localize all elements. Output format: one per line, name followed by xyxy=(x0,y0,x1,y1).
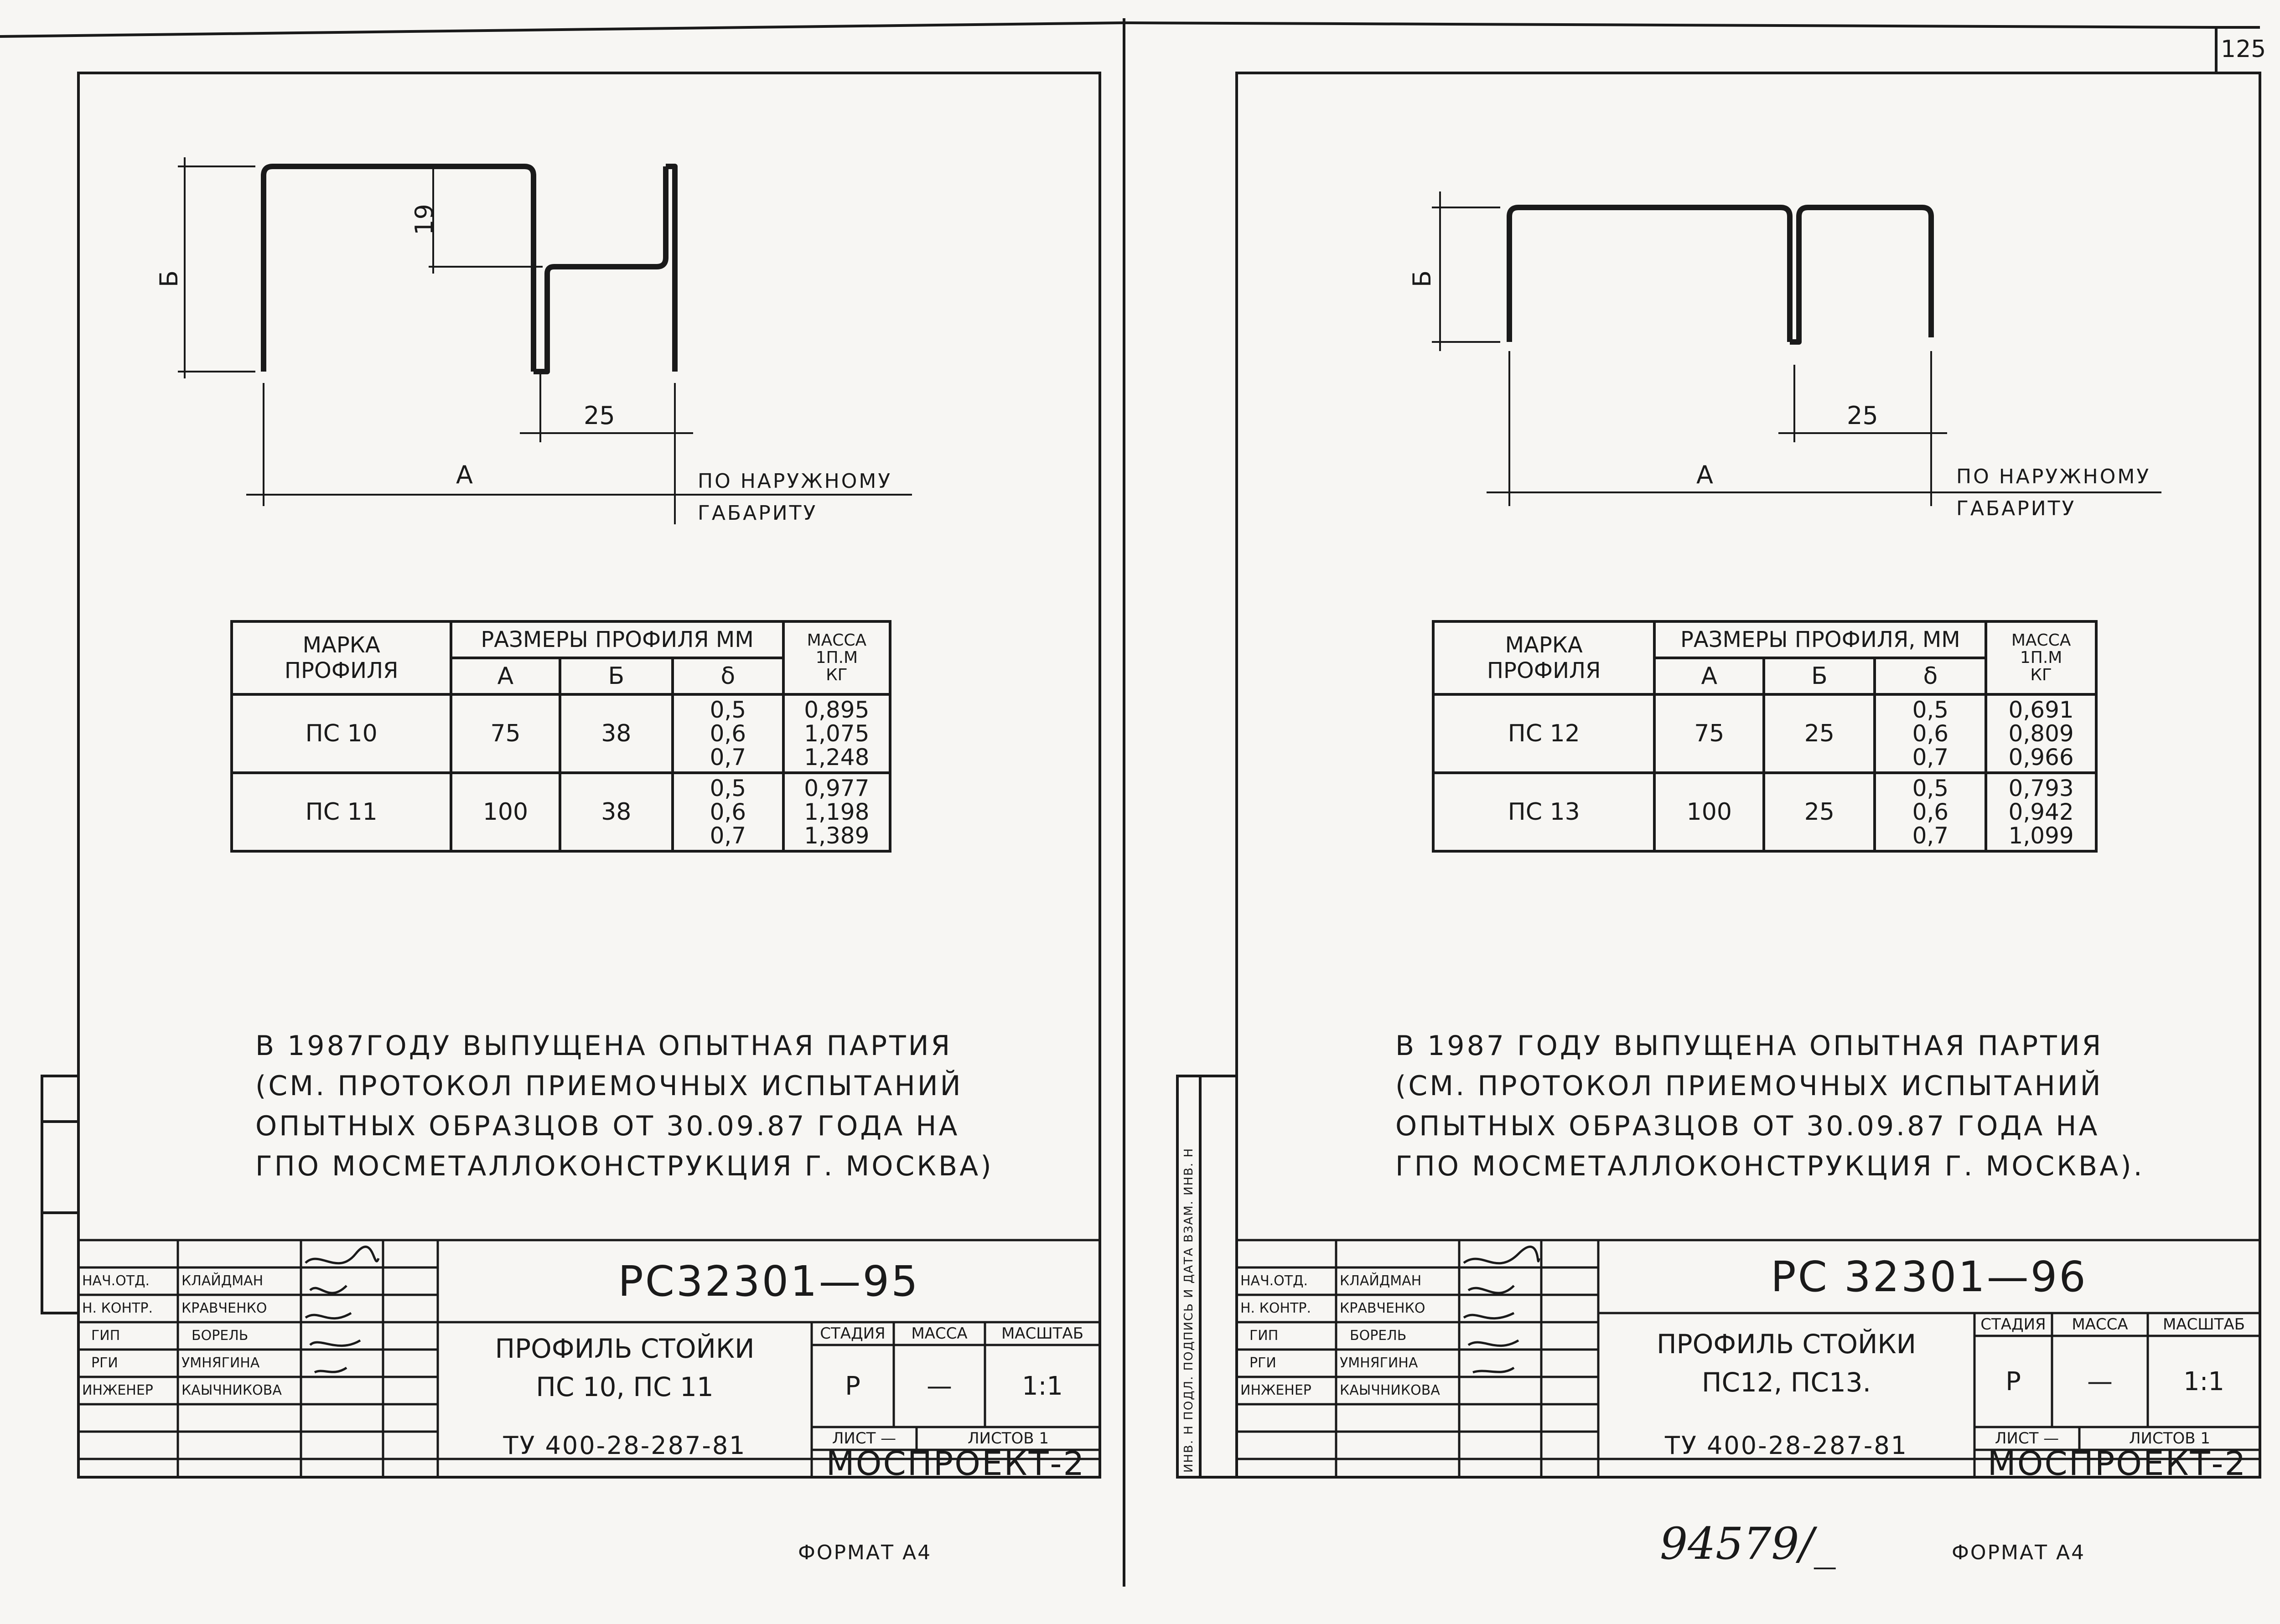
left-note-line-4: ГПО МОСМЕТАЛЛОКОНСТРУКЦИЯ Г. МОСКВА) xyxy=(255,1150,994,1182)
left-col-b: Б xyxy=(560,658,673,694)
left-role-5: ИНЖЕНЕР xyxy=(82,1382,153,1398)
right-role-5: ИНЖЕНЕР xyxy=(1240,1382,1311,1398)
right-row-2-mass xyxy=(1986,773,2096,851)
right-note-line-4: ГПО МОСМЕТАЛЛОКОНСТРУКЦИЯ Г. МОСКВА). xyxy=(1395,1150,2145,1182)
right-organization: МОСПРОЕКТ-2 xyxy=(1987,1444,2247,1483)
left-sheets: ЛИСТОВ 1 xyxy=(967,1429,1049,1448)
right-row-2-mass-1: 0,793 xyxy=(2008,775,2074,802)
left-mass-header: МАССА xyxy=(911,1324,968,1343)
left-dim-width: А xyxy=(456,460,473,489)
right-row-2-delta-2: 0,6 xyxy=(1912,799,1949,825)
left-document-title xyxy=(438,1322,812,1413)
right-gabarit-line2: ГАБАРИТУ xyxy=(1956,497,2076,520)
left-dim-height: Б xyxy=(155,270,184,288)
left-name-2: КРАВЧЕНКО xyxy=(181,1300,267,1316)
left-note-line-1: В 1987ГОДУ ВЫПУЩЕНА ОПЫТНАЯ ПАРТИЯ xyxy=(255,1030,953,1062)
right-name-5: КАЫЧНИКОВА xyxy=(1340,1382,1440,1398)
right-row-2-delta xyxy=(1875,773,1986,851)
left-name-5: КАЫЧНИКОВА xyxy=(181,1382,282,1398)
right-row-1-delta xyxy=(1875,694,1986,773)
right-side-strip-label: ИНВ. Н ПОДЛ. ПОДПИСЬ И ДАТА ВЗАМ. ИНВ. Н xyxy=(1182,1147,1196,1473)
right-title-line-2: ПС12, ПС13. xyxy=(1701,1367,1871,1398)
right-stage-header: СТАДИЯ xyxy=(1980,1315,2046,1334)
right-header-mark-1: МАРКА xyxy=(1505,632,1583,658)
right-header-mark-2: ПРОФИЛЯ xyxy=(1487,658,1601,683)
left-title-line-2: ПС 10, ПС 11 xyxy=(536,1371,714,1402)
right-row-2-mass-3: 1,099 xyxy=(2008,822,2074,849)
right-role-1: НАЧ.ОТД. xyxy=(1240,1273,1308,1289)
left-dim-flange: 19 xyxy=(409,204,439,235)
left-row-1-delta-1: 0,5 xyxy=(710,697,746,723)
right-row-1-mark: ПС 12 xyxy=(1433,694,1654,773)
left-name-4: УМНЯГИНА xyxy=(181,1355,260,1371)
right-document-title xyxy=(1598,1313,1974,1413)
right-name-2: КРАВЧЕНКО xyxy=(1340,1300,1425,1316)
right-header-mass-1: МАССА xyxy=(2011,631,2071,650)
left-note-line-3: ОПЫТНЫХ ОБРАЗЦОВ ОТ 30.09.87 ГОДА НА xyxy=(255,1110,960,1142)
right-name-4: УМНЯГИНА xyxy=(1340,1355,1418,1371)
right-document-code: РС 32301—96 xyxy=(1771,1252,2088,1301)
left-header-mark-2: ПРОФИЛЯ xyxy=(284,658,399,683)
left-gabarit-line1: ПО НАРУЖНОМУ xyxy=(698,470,892,493)
left-row-2-mass-3: 1,389 xyxy=(804,822,870,849)
left-gabarit-line2: ГАБАРИТУ xyxy=(698,502,818,525)
left-row-1-delta-2: 0,6 xyxy=(710,720,746,747)
right-sheet: ЛИСТ — xyxy=(1995,1429,2059,1448)
left-document-code: РС32301—95 xyxy=(618,1257,920,1306)
right-title-line-1: ПРОФИЛЬ СТОЙКИ xyxy=(1657,1329,1916,1360)
right-note-line-1: В 1987 ГОДУ ВЫПУЩЕНА ОПЫТНАЯ ПАРТИЯ xyxy=(1395,1030,2104,1062)
left-row-1-mass-2: 1,075 xyxy=(804,720,870,747)
left-col-a: А xyxy=(451,658,560,694)
right-profile-outline xyxy=(1509,207,1931,342)
right-row-2-a: 100 xyxy=(1654,773,1764,851)
left-row-2-mark: ПС 11 xyxy=(232,773,451,851)
left-mass-value: — xyxy=(927,1371,952,1401)
left-side-strip xyxy=(42,1076,78,1313)
right-role-4: РГИ xyxy=(1249,1355,1276,1371)
left-header-mark-1: МАРКА xyxy=(302,632,380,658)
right-row-1-mass-2: 0,809 xyxy=(2008,720,2074,747)
right-row-1-delta-2: 0,6 xyxy=(1912,720,1949,747)
right-profile-table xyxy=(1432,620,2098,853)
right-row-2-delta-3: 0,7 xyxy=(1912,822,1949,849)
left-row-1-delta-3: 0,7 xyxy=(710,744,746,771)
left-profile-outline xyxy=(264,166,675,372)
right-row-1-mass xyxy=(1986,694,2096,773)
left-row-2-delta xyxy=(673,773,783,851)
right-header-mark xyxy=(1433,621,1654,694)
right-scale-value: 1:1 xyxy=(2183,1366,2225,1396)
right-stage-value: Р xyxy=(2005,1366,2021,1396)
right-note-line-3: ОПЫТНЫХ ОБРАЗЦОВ ОТ 30.09.87 ГОДА НА xyxy=(1395,1110,2100,1142)
right-row-2-delta-1: 0,5 xyxy=(1912,775,1949,802)
left-format: ФОРМАТ А4 xyxy=(798,1541,932,1564)
right-dim-gap: 25 xyxy=(1847,401,1878,430)
left-row-1-b: 38 xyxy=(560,694,673,773)
right-role-3: ГИП xyxy=(1249,1328,1279,1344)
right-dim-width: А xyxy=(1696,460,1713,489)
left-row-2-mass-1: 0,977 xyxy=(804,775,870,802)
right-mass-value: — xyxy=(2087,1366,2113,1396)
left-header-mass-2: 1П.М xyxy=(815,648,858,667)
left-stage-header: СТАДИЯ xyxy=(820,1324,886,1343)
right-scale-header: МАСШТАБ xyxy=(2162,1315,2245,1334)
right-row-2-mass-2: 0,942 xyxy=(2008,799,2074,825)
right-name-1: КЛАЙДМАН xyxy=(1340,1273,1422,1289)
right-row-1-a: 75 xyxy=(1654,694,1764,773)
left-row-2-delta-2: 0,6 xyxy=(710,799,746,825)
left-row-1-mass-1: 0,895 xyxy=(804,697,870,723)
left-note xyxy=(255,1026,994,1186)
right-dim-height: Б xyxy=(1408,270,1437,288)
left-header-dims: РАЗМЕРЫ ПРОФИЛЯ ММ xyxy=(451,621,783,658)
right-format: ФОРМАТ А4 xyxy=(1952,1541,2086,1564)
left-row-2-delta-1: 0,5 xyxy=(710,775,746,802)
right-row-2-b: 25 xyxy=(1764,773,1875,851)
left-row-1-mark: ПС 10 xyxy=(232,694,451,773)
left-row-1-mass xyxy=(783,694,890,773)
left-row-1-delta xyxy=(673,694,783,773)
right-col-a: А xyxy=(1654,658,1764,694)
left-row-2-mass-2: 1,198 xyxy=(804,799,870,825)
left-dim-gap: 25 xyxy=(584,401,615,430)
left-scale-value: 1:1 xyxy=(1021,1371,1063,1401)
left-profile-table xyxy=(230,620,891,853)
left-role-4: РГИ xyxy=(91,1355,118,1371)
left-row-2-a: 100 xyxy=(451,773,560,851)
left-role-3: ГИП xyxy=(91,1328,120,1344)
left-sheet: ЛИСТ — xyxy=(832,1429,896,1448)
right-col-b: Б xyxy=(1764,658,1875,694)
left-row-2-delta-3: 0,7 xyxy=(710,822,746,849)
left-row-1-mass-3: 1,248 xyxy=(804,744,870,771)
left-header-mass-3: КГ xyxy=(826,666,848,684)
right-sheets: ЛИСТОВ 1 xyxy=(2129,1429,2211,1448)
left-organization: МОСПРОЕКТ-2 xyxy=(826,1444,1086,1483)
right-col-delta: δ xyxy=(1875,658,1986,694)
left-name-3: БОРЕЛЬ xyxy=(192,1328,249,1344)
right-header-mass-3: КГ xyxy=(2030,666,2052,684)
left-stage-value: Р xyxy=(845,1371,860,1401)
left-header-mass-1: МАССА xyxy=(807,631,867,650)
left-header-mass xyxy=(783,621,890,694)
left-role-1: НАЧ.ОТД. xyxy=(82,1273,150,1289)
left-col-delta: δ xyxy=(673,658,783,694)
left-header-mark xyxy=(232,621,451,694)
right-row-1-delta-1: 0,5 xyxy=(1912,697,1949,723)
right-tu: ТУ 400-28-287-81 xyxy=(1664,1431,1908,1460)
right-note-line-2: (СМ. ПРОТОКОЛ ПРИЕМОЧНЫХ ИСПЫТАНИЙ xyxy=(1395,1070,2103,1102)
right-header-mass xyxy=(1986,621,2096,694)
right-name-3: БОРЕЛЬ xyxy=(1350,1328,1407,1344)
left-role-2: Н. КОНТР. xyxy=(82,1300,153,1316)
left-title-line-1: ПРОФИЛЬ СТОЙКИ xyxy=(495,1333,755,1364)
left-row-2-mass xyxy=(783,773,890,851)
page-number: 125 xyxy=(2221,36,2266,63)
left-row-1-a: 75 xyxy=(451,694,560,773)
right-mass-header: МАССА xyxy=(2072,1315,2128,1334)
right-inventory-number: 94579/_ xyxy=(1660,1518,1836,1569)
left-name-1: КЛАЙДМАН xyxy=(181,1273,264,1289)
right-note xyxy=(1395,1026,2145,1186)
left-note-line-2: (СМ. ПРОТОКОЛ ПРИЕМОЧНЫХ ИСПЫТАНИЙ xyxy=(255,1070,963,1102)
right-row-1-b: 25 xyxy=(1764,694,1875,773)
right-gabarit-line1: ПО НАРУЖНОМУ xyxy=(1956,465,2151,488)
left-scale-header: МАСШТАБ xyxy=(1001,1324,1084,1343)
left-tu: ТУ 400-28-287-81 xyxy=(503,1431,746,1460)
right-row-1-mass-3: 0,966 xyxy=(2008,744,2074,771)
right-header-mass-2: 1П.М xyxy=(2020,648,2062,667)
right-role-2: Н. КОНТР. xyxy=(1240,1300,1311,1316)
right-row-2-mark: ПС 13 xyxy=(1433,773,1654,851)
left-row-2-b: 38 xyxy=(560,773,673,851)
right-row-1-delta-3: 0,7 xyxy=(1912,744,1949,771)
right-row-1-mass-1: 0,691 xyxy=(2008,697,2074,723)
right-header-dims: РАЗМЕРЫ ПРОФИЛЯ, ММ xyxy=(1654,621,1986,658)
